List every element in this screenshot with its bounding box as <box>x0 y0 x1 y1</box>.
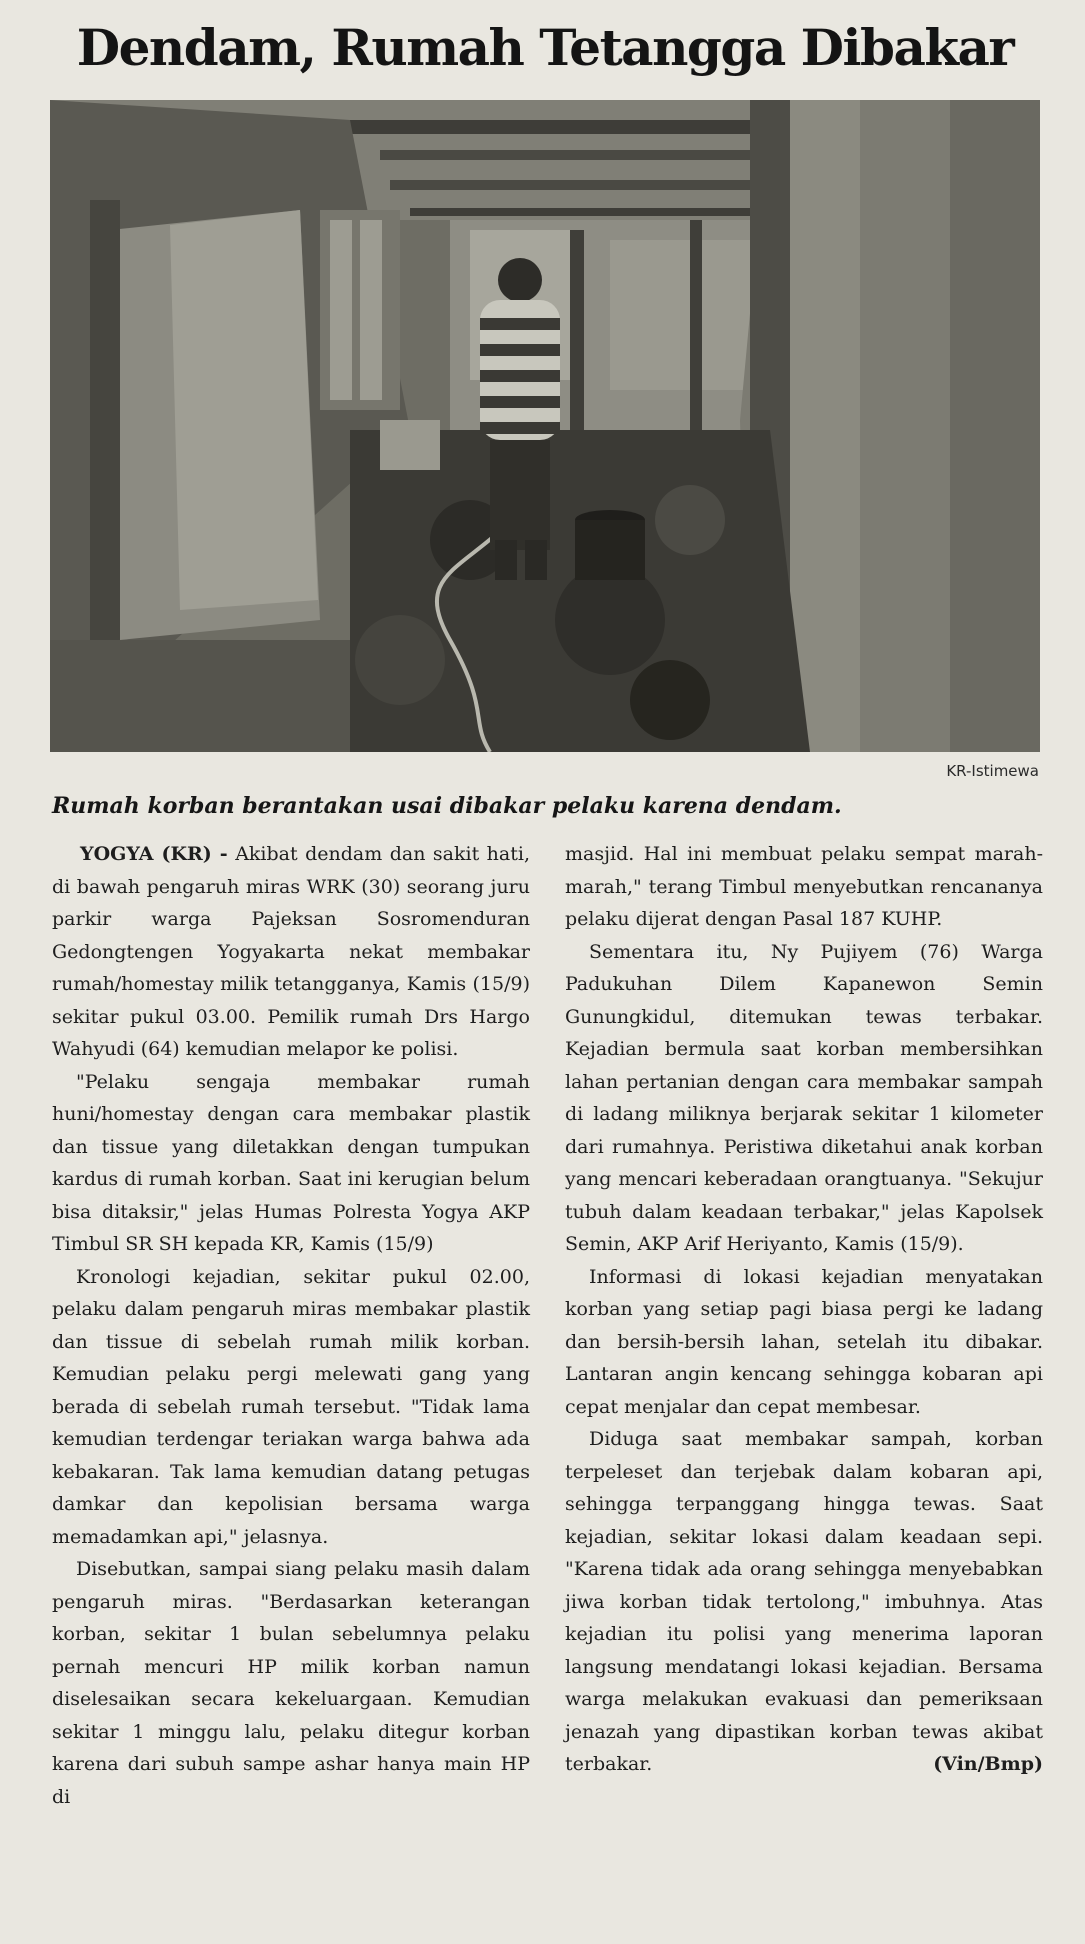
article-paragraph: "Pelaku sengaja membakar rumah huni/homestay dengan cara membakar plastik dan tissue yang diletakkan dengan tumpukan kardus di rumah korban. Saat ini kerugian belum bisa ditaksir," jelas Humas Polresta Yogya AKP Timbul SR SH kepada KR, Kamis (15/9) <box>52 1070 530 1255</box>
photo-credit: KR-Istimewa <box>946 762 1039 780</box>
photo-caption: Rumah korban berantakan usai dibakar pelaku karena dendam. <box>52 793 842 819</box>
burned-house-photo <box>50 100 1040 752</box>
article-column-right <box>565 838 1043 1781</box>
article-paragraph: Kronologi kejadian, sekitar pukul 02.00, pelaku dalam pengaruh miras membakar plastik dan tissue di sebelah rumah milik korban. Kemudian pelaku pergi melewati gang yang berada di sebelah rumah tersebut. "Tidak lama kemudian terdengar teriakan warga bahwa ada kebakaran. Tak lama kemudian datang petugas damkar dan kepolisian bersama warga memadamkan api," jelasnya. <box>52 1265 530 1548</box>
dateline: YOGYA (KR) - <box>80 843 228 865</box>
article-paragraph: Sementara itu, Ny Pujiyem (76) Warga Padukuhan Dilem Kapanewon Semin Gunungkidul, ditemukan tewas terbakar. Kejadian bermula saat korban membersihkan lahan pertanian dengan cara membakar sampah di ladang miliknya berjarak sekitar 1 kilometer dari rumahnya. Peristiwa diketahui anak korban yang mencari keberadaan orangtuanya. "Sekujur tubuh dalam keadaan terbakar," jelas Kapolsek Semin, AKP Arif Heriyanto, Kamis (15/9). <box>565 940 1043 1255</box>
paragraph-text: Akibat dendam dan sakit hati, di bawah pengaruh miras WRK (30) seorang juru parkir warga Pajeksan Sosromenduran Gedongtengen Yogyakarta nekat membakar rumah/homestay milik tetangganya, Kamis (15/9) sekitar pukul 03.00. Pemilik rumah Drs Hargo Wahyudi (64) kemudian melapor ke polisi. <box>52 843 531 1060</box>
article-paragraph: Informasi di lokasi kejadian menyatakan korban yang setiap pagi biasa pergi ke ladang dan bersih-bersih lahan, setelah itu dibakar. Lantaran angin kencang sehingga kobaran api cepat menjalar dan cepat membesar. <box>565 1265 1043 1418</box>
paragraph-text: Diduga saat membakar sampah, korban terpeleset dan terjebak dalam kobaran api, sehingga terpanggang hingga tewas. Saat kejadian, sekitar lokasi dalam keadaan sepi. "Karena tidak ada orang sehingga menyebabkan jiwa korban tidak tertolong," imbuhnya. Atas kejadian itu polisi yang menerima laporan langsung mendatangi lokasi kejadian. Bersama warga melakukan evakuasi dan pemeriksaan jenazah yang dipastikan korban tewas akibat terbakar. <box>565 1428 1043 1775</box>
article-column-left <box>52 838 530 1813</box>
article-paragraph <box>565 1423 1043 1781</box>
author-signature: (Vin/Bmp) <box>933 1753 1043 1775</box>
headline: Dendam, Rumah Tetangga Dibakar <box>76 18 1014 77</box>
news-photo <box>50 100 1040 752</box>
article-paragraph <box>52 838 530 1066</box>
article-paragraph: masjid. Hal ini membuat pelaku sempat marah-marah," terang Timbul menyebutkan rencananya pelaku dijerat dengan Pasal 187 KUHP. <box>565 843 1043 930</box>
article-paragraph: Disebutkan, sampai siang pelaku masih dalam pengaruh miras. "Berdasarkan keterangan korban, sekitar 1 bulan sebelumnya pelaku pernah mencuri HP milik korban namun diselesaikan secara kekeluargaan. Kemudian sekitar 1 minggu lalu, pelaku ditegur korban karena dari subuh sampe ashar hanya main HP di <box>52 1558 530 1808</box>
